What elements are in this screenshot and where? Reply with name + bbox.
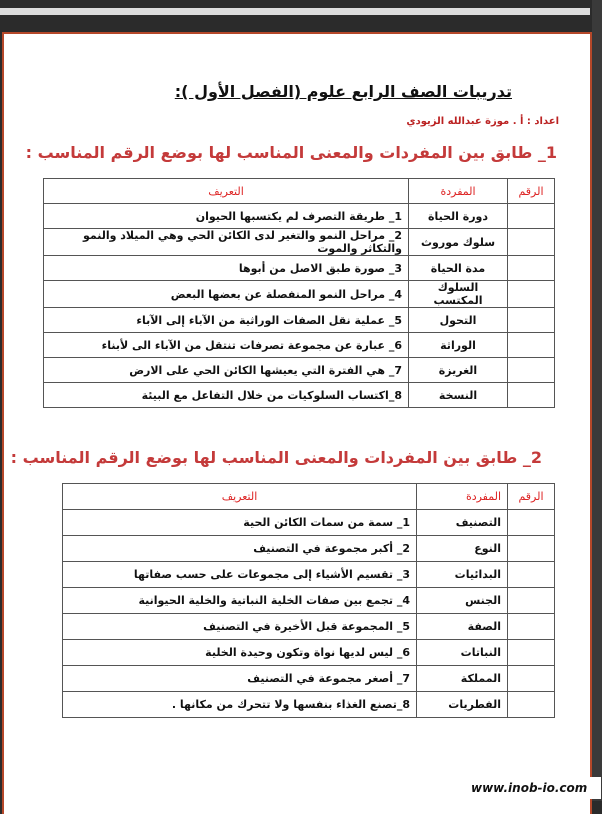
- term-cell: النوع: [417, 536, 508, 562]
- table-row: [63, 588, 555, 614]
- table-row: [44, 281, 555, 308]
- answer-cell[interactable]: [508, 666, 555, 692]
- answer-cell[interactable]: [508, 614, 555, 640]
- answer-cell[interactable]: [508, 308, 555, 333]
- header-num: الرقم: [508, 484, 555, 510]
- header-num: الرقم: [508, 179, 555, 204]
- matching-table-1: [43, 178, 555, 408]
- definition-cell: 8_تصنع الغذاء بنفسها ولا تتحرك من مكانها .: [63, 692, 417, 718]
- viewer-toolbar-strip: [0, 8, 590, 15]
- term-cell: الغريزة: [409, 358, 508, 383]
- answer-cell[interactable]: [508, 333, 555, 358]
- table-row: [44, 383, 555, 408]
- answer-cell[interactable]: [508, 281, 555, 308]
- definition-cell: 2_ مراحل النمو والتغير لدى الكائن الحي وهي الميلاد والنمو والتكاثر والموت: [44, 229, 409, 256]
- answer-cell[interactable]: [508, 588, 555, 614]
- term-cell: مدة الحياة: [409, 256, 508, 281]
- term-cell: الصفة: [417, 614, 508, 640]
- definition-cell: 8_اكتساب السلوكيات من خلال التفاعل مع البيئة: [44, 383, 409, 408]
- header-word: المفردة: [417, 484, 508, 510]
- table-row: [63, 692, 555, 718]
- term-cell: البدائيات: [417, 562, 508, 588]
- table-row: [44, 358, 555, 383]
- term-cell: التصنيف: [417, 510, 508, 536]
- term-cell: الوراثة: [409, 333, 508, 358]
- term-cell: الجنس: [417, 588, 508, 614]
- table-row: [63, 536, 555, 562]
- definition-cell: 6_ ليس لديها نواة وتكون وحيدة الخلية: [63, 640, 417, 666]
- answer-cell[interactable]: [508, 383, 555, 408]
- definition-cell: 3_ تقسيم الأشياء إلى مجموعات على حسب صفاتها: [63, 562, 417, 588]
- matching-table-2: [62, 483, 555, 718]
- table-row: [63, 666, 555, 692]
- answer-cell[interactable]: [508, 640, 555, 666]
- scrollbar[interactable]: [592, 0, 602, 801]
- definition-cell: 3_ صورة طبق الاصل من أبوها: [44, 256, 409, 281]
- term-cell: المملكة: [417, 666, 508, 692]
- definition-cell: 1_ طريقة التصرف لم يكتسبها الحيوان: [44, 204, 409, 229]
- answer-cell[interactable]: [508, 256, 555, 281]
- answer-cell[interactable]: [508, 536, 555, 562]
- answer-cell[interactable]: [508, 510, 555, 536]
- answer-cell[interactable]: [508, 358, 555, 383]
- term-cell: النسخة: [409, 383, 508, 408]
- table-row: [63, 640, 555, 666]
- term-cell: الفطريات: [417, 692, 508, 718]
- table-row: [63, 510, 555, 536]
- term-cell: النباتات: [417, 640, 508, 666]
- table-row: [44, 333, 555, 358]
- definition-cell: 6_ عبارة عن مجموعة تصرفات تنتقل من الآباء الى لأبناء: [44, 333, 409, 358]
- definition-cell: 7_ أصغر مجموعة في التصنيف: [63, 666, 417, 692]
- answer-cell[interactable]: [508, 692, 555, 718]
- table-row: [63, 614, 555, 640]
- table-row: [44, 229, 555, 256]
- section-2-heading: 2_ طابق بين المفردات والمعنى المناسب لها بوضع الرقم المناسب :: [10, 448, 542, 467]
- table-row: [44, 308, 555, 333]
- header-def: التعريف: [44, 179, 409, 204]
- answer-cell[interactable]: [508, 562, 555, 588]
- section-1-heading: 1_ طابق بين المفردات والمعنى المناسب لها بوضع الرقم المناسب :: [25, 143, 557, 162]
- definition-cell: 4_ مراحل النمو المنفصلة عن بعضها البعض: [44, 281, 409, 308]
- definition-cell: 5_ عملية نقل الصفات الوراثية من الآباء إلى الآباء: [44, 308, 409, 333]
- header-def: التعريف: [63, 484, 417, 510]
- watermark: www.inob-io.com: [467, 777, 601, 799]
- answer-cell[interactable]: [508, 229, 555, 256]
- term-cell: السلوك المكتسب: [409, 281, 508, 308]
- term-cell: التحول: [409, 308, 508, 333]
- definition-cell: 5_ المجموعة قبل الأخيرة في التصنيف: [63, 614, 417, 640]
- term-cell: سلوك موروث: [409, 229, 508, 256]
- definition-cell: 2_ أكبر مجموعة في التصنيف: [63, 536, 417, 562]
- definition-cell: 7_ هي الفترة التي يعيشها الكائن الحي على الارض: [44, 358, 409, 383]
- page-title: تدريبات الصف الرابع علوم (الفصل الأول ):: [174, 82, 512, 101]
- answer-cell[interactable]: [508, 204, 555, 229]
- header-word: المفردة: [409, 179, 508, 204]
- table-row: [63, 562, 555, 588]
- table-row: [44, 256, 555, 281]
- definition-cell: 4_ تجمع بين صفات الخلية النباتية والخلية الحيوانية: [63, 588, 417, 614]
- table-row: [44, 204, 555, 229]
- definition-cell: 1_ سمة من سمات الكائن الحية: [63, 510, 417, 536]
- term-cell: دورة الحياة: [409, 204, 508, 229]
- author-line: اعداد : أ . موزة عبدالله الزيودي: [406, 116, 559, 127]
